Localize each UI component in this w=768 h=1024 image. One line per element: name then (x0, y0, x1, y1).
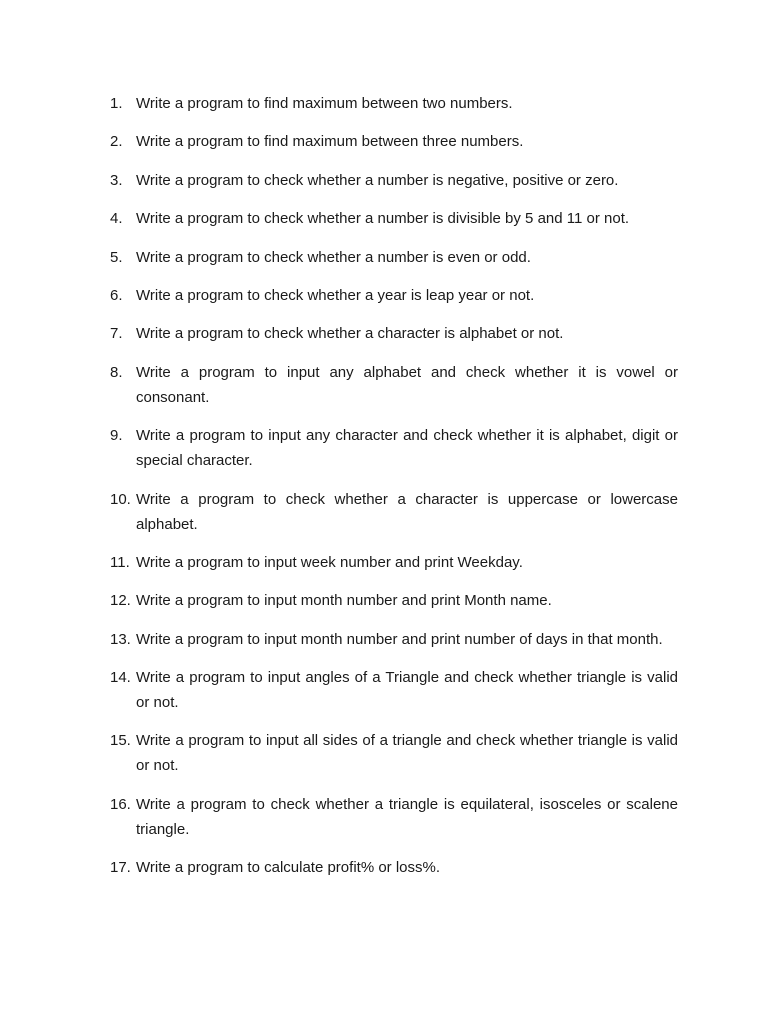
item-number: 4. (110, 210, 123, 228)
list-item (110, 206, 678, 231)
item-number: 5. (110, 248, 123, 266)
item-text: Write a program to input any alphabet and check whether it is vowel or consonant. (136, 363, 678, 406)
item-text: Write a program to check whether a year is leap year or not. (136, 286, 535, 304)
item-text: Write a program to find maximum between three numbers. (136, 133, 524, 151)
item-text: Write a program to input month number and print Month name. (136, 592, 552, 610)
item-number: 9. (110, 427, 123, 445)
list-item (110, 728, 678, 778)
list-item (110, 245, 678, 270)
list-item (110, 855, 678, 880)
item-text: Write a program to calculate profit% or loss%. (136, 859, 441, 877)
list-item (110, 627, 678, 652)
item-number: 11. (110, 553, 130, 571)
list-item (110, 550, 678, 575)
list-item (110, 168, 678, 193)
item-number: 3. (110, 171, 123, 189)
item-text: Write a program to find maximum between two numbers. (136, 95, 513, 112)
item-text: Write a program to input week number and print Weekday. (136, 553, 523, 571)
list-item (110, 91, 678, 116)
item-text: Write a program to check whether a number is divisible by 5 and 11 or not. (136, 210, 630, 228)
item-number: 2. (110, 133, 123, 151)
item-number: 15. (110, 732, 131, 750)
list-item (110, 321, 678, 346)
list-item (110, 423, 678, 473)
item-number: 6. (110, 286, 123, 304)
item-text: Write a program to input angles of a Triangle and check whether triangle is valid or not. (136, 669, 678, 712)
list-item (110, 792, 678, 842)
list-item (110, 588, 678, 613)
list-item (110, 283, 678, 308)
item-number: 12. (110, 592, 131, 610)
item-text: Write a program to input any character and check whether it is alphabet, digit or special character. (136, 427, 678, 470)
item-number: 16. (110, 795, 131, 813)
item-text: Write a program to input all sides of a triangle and check whether triangle is valid or not. (136, 732, 678, 775)
item-number: 7. (110, 325, 123, 343)
list-item (110, 487, 678, 537)
list-item (110, 129, 678, 154)
item-text: Write a program to input month number and print number of days in that month. (136, 630, 663, 648)
question-list (110, 91, 678, 894)
item-text: Write a program to check whether a character is alphabet or not. (136, 325, 564, 343)
item-number: 14. (110, 669, 131, 687)
item-number: 17. (110, 859, 131, 877)
list-item (110, 665, 678, 715)
list-item (110, 360, 678, 410)
item-text: Write a program to check whether a number is even or odd. (136, 248, 531, 266)
item-number: 8. (110, 363, 123, 381)
item-number: 1. (110, 95, 123, 112)
item-text: Write a program to check whether a number is negative, positive or zero. (136, 171, 619, 189)
item-text: Write a program to check whether a triangle is equilateral, isosceles or scalene triangle. (136, 795, 678, 838)
item-number: 13. (110, 630, 131, 648)
item-number: 10. (110, 490, 131, 508)
item-text: Write a program to check whether a character is uppercase or lowercase alphabet. (136, 490, 678, 533)
